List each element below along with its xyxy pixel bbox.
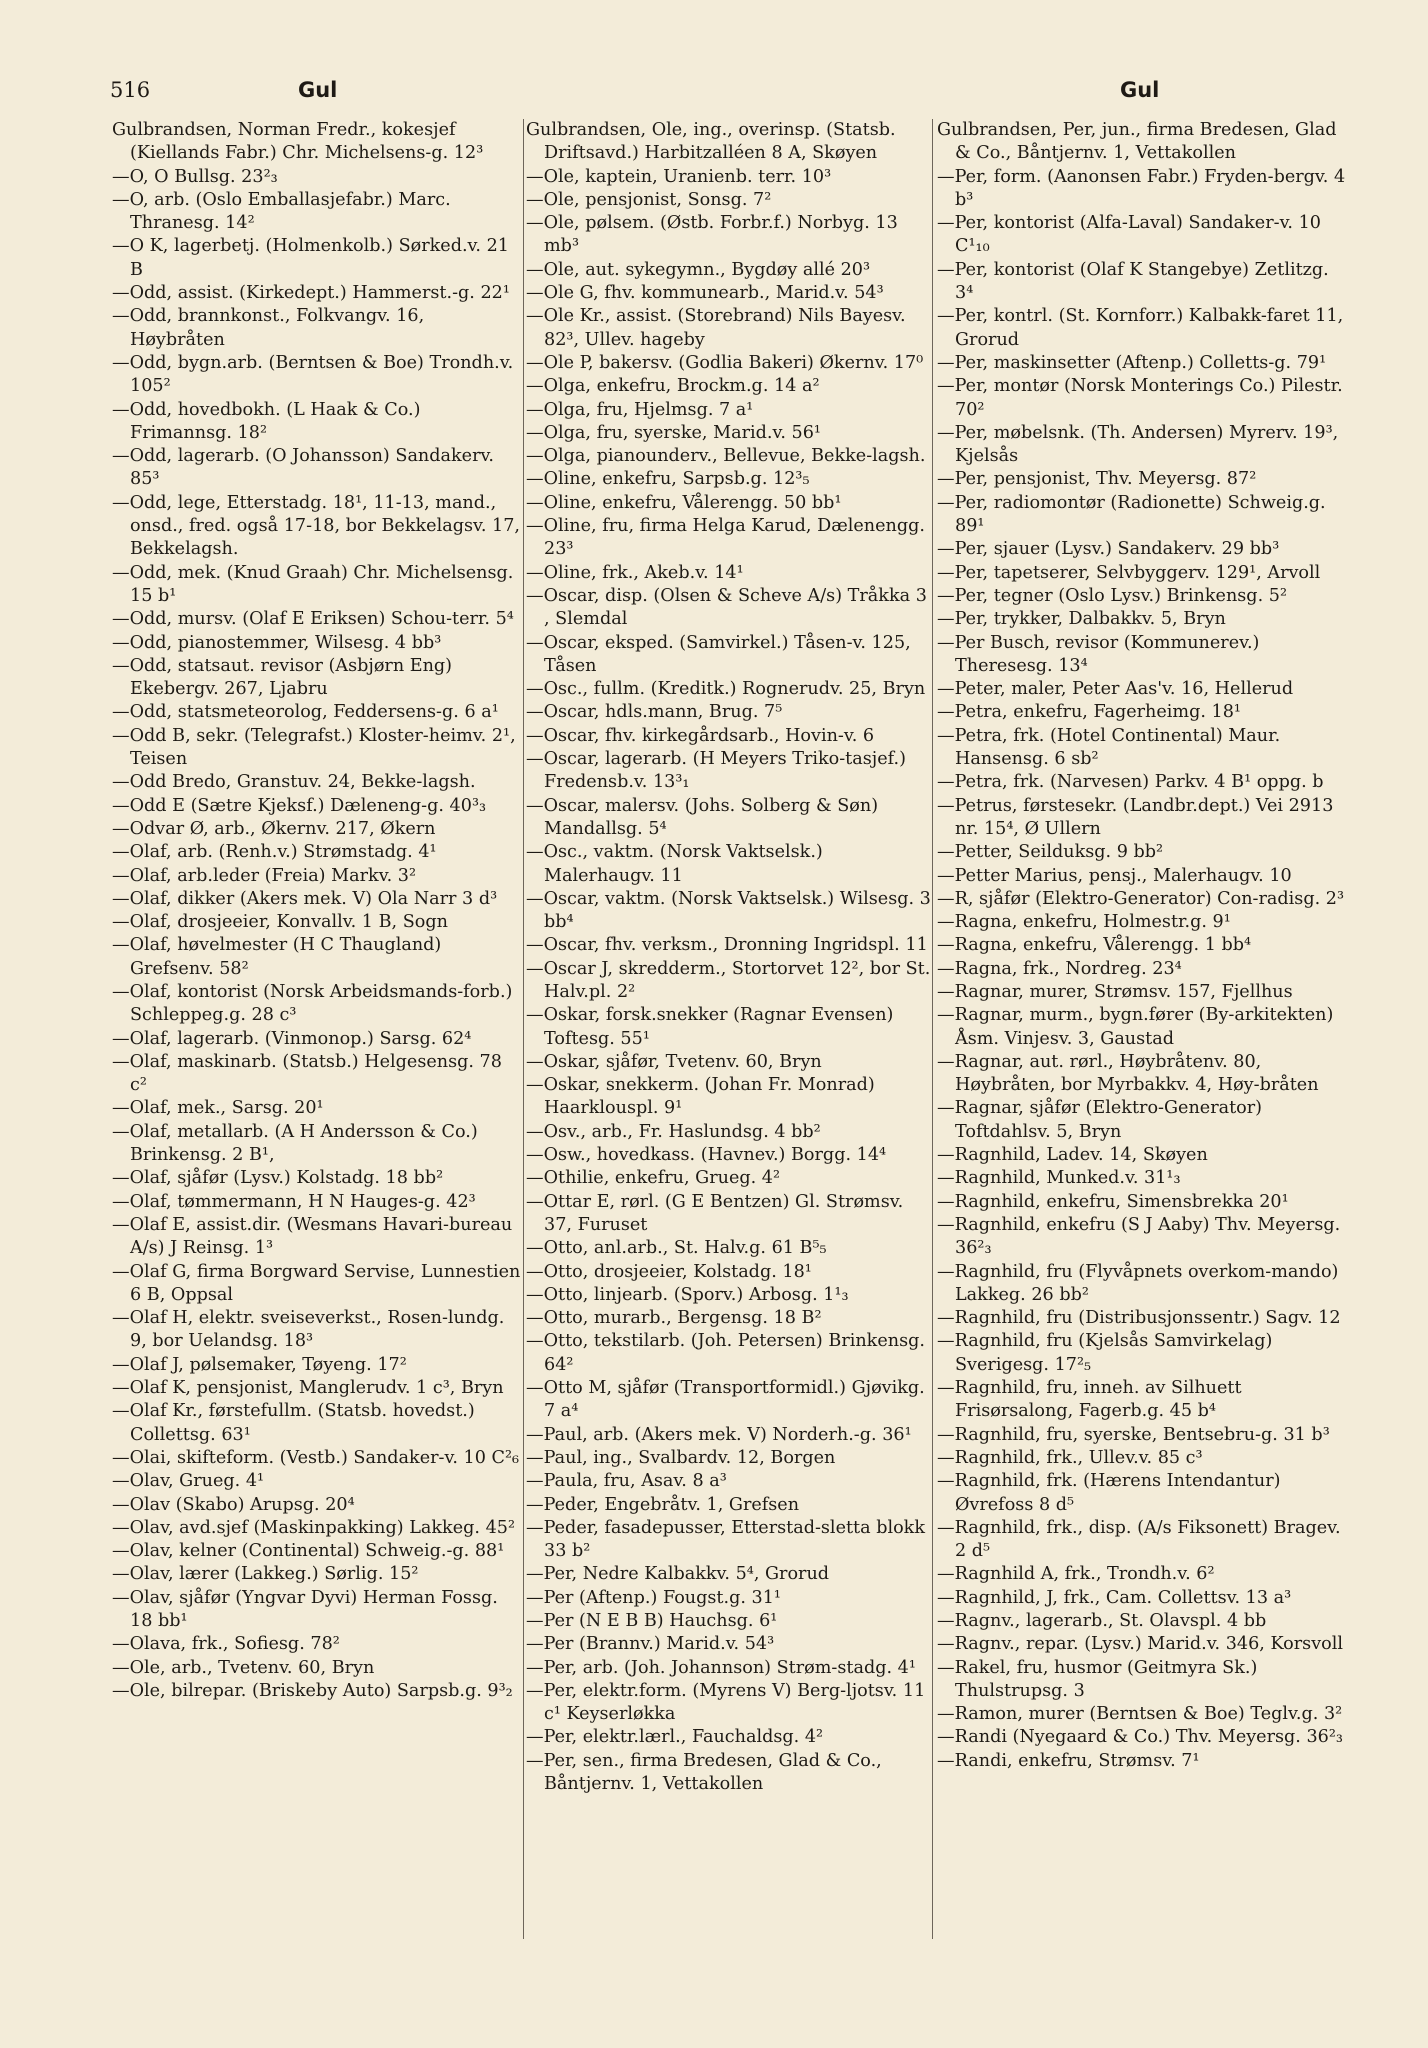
- directory-entry: —Olaf, kontorist (Norsk Arbeidsmands-forb.) Schleppeg.g. 28 c³: [112, 981, 513, 1026]
- directory-entry: —Ragnhild, Ladev. 14, Skøyen: [937, 1145, 1208, 1166]
- directory-entry: —Peder, fasadepusser, Etterstad-sletta blokk 33 b²: [526, 1517, 926, 1562]
- directory-entry: —Ole G, fhv. kommunearb., Marid.v. 54³: [526, 283, 884, 304]
- directory-entry: —Per (N E B B) Hauchsg. 6¹: [526, 1611, 778, 1631]
- directory-entry: —Ole, kaptein, Uranienb. terr. 10³: [526, 166, 832, 187]
- directory-entry: —Ole, bilrepar. (Briskeby Auto) Sarpsb.g. 9³₂: [112, 1680, 513, 1701]
- directory-entry: —Ragna, enkefru, Holmestr.g. 9¹: [937, 912, 1231, 933]
- directory-entry: —Oline, enkefru, Vålerengg. 50 bb¹: [526, 492, 842, 513]
- directory-entry: —Olav (Skabo) Arupsg. 20⁴: [112, 1494, 355, 1515]
- directory-entry: —Olaf G, firma Borgward Servise, Lunnestien 6 B, Oppsal: [112, 1261, 521, 1305]
- directory-column-3: [937, 119, 1347, 1773]
- directory-entry: —Paul, arb. (Akers mek. V) Norderh.-g. 36¹: [526, 1424, 912, 1445]
- directory-entry: —Ragnhild, fru (Kjelsås Samvirkelag) Sverigesg. 17²₅: [937, 1331, 1273, 1375]
- directory-entry: —Ramon, murer (Berntsen & Boe) Teglv.g. 3²: [937, 1704, 1343, 1725]
- directory-entry: —Olaf, sjåfør (Lysv.) Kolstadg. 18 bb²: [112, 1168, 444, 1189]
- directory-entry: —Per, møbelsnk. (Th. Andersen) Myrerv. 19³, Kjelsås: [937, 422, 1339, 467]
- directory-entry: —Oscar J, skredderm., Stortorvet 12², bor St. Halv.pl. 2²: [526, 958, 931, 1002]
- directory-entry: —Oscar, vaktm. (Norsk Vaktselsk.) Wilsesg. 3 bb⁴: [526, 888, 931, 933]
- directory-entry: —Per, tapetserer, Selvbyggerv. 129¹, Arvoll: [937, 562, 1321, 583]
- directory-entry: —Peder, Engebråtv. 1, Grefsen: [526, 1494, 800, 1515]
- directory-entry: —Otto, tekstilarb. (Joh. Petersen) Brinkensg. 64²: [526, 1331, 925, 1375]
- directory-entry: —Per, montør (Norsk Monterings Co.) Pilestr. 70²: [937, 376, 1343, 420]
- directory-entry: —Ragnhild, frk. (Hærens Intendantur) Øvrefoss 8 d⁵: [937, 1471, 1281, 1515]
- directory-entry: —Ottar E, rørl. (G E Bentzen) Gl. Strømsv. 37, Furuset: [526, 1191, 904, 1235]
- directory-entry: —Ragnhild, enkefru (S J Aaby) Thv. Meyersg. 36²₃: [937, 1214, 1341, 1259]
- directory-entry: —Oscar, lagerarb. (H Meyers Triko-tasjef.) Fredensb.v. 13³₁: [526, 749, 906, 793]
- directory-entry: —Olav, avd.sjef (Maskinpakking) Lakkeg. 45²: [112, 1517, 516, 1538]
- directory-entry: —Petra, enkefru, Fagerheimg. 18¹: [937, 702, 1241, 723]
- directory-entry: —Ragnar, sjåfør (Elektro-Generator) Toftdahlsv. 5, Bryn: [937, 1098, 1263, 1142]
- directory-entry: —Per, form. (Aanonsen Fabr.) Fryden-bergv. 4 b³: [937, 166, 1346, 210]
- directory-entry: —Ole, pølsem. (Østb. Forbr.f.) Norbyg. 13 mb³: [526, 213, 898, 257]
- directory-entry: Gulbrandsen, Ole, ing., overinsp. (Statsb. Driftsavd.) Harbitzalléen 8 A, Skøyen: [526, 120, 896, 164]
- directory-entry: —Odd, bygn.arb. (Berntsen & Boe) Trondh.v. 105²: [112, 352, 514, 397]
- directory-entry: —Olaf Kr., førstefullm. (Statsb. hovedst.) Collettsg. 63¹: [112, 1401, 475, 1445]
- directory-entry: —Osv., arb., Fr. Haslundsg. 4 bb²: [526, 1121, 821, 1142]
- directory-entry: —Ragnhild A, frk., Trondh.v. 6²: [937, 1564, 1215, 1585]
- directory-entry: —Oscar, malersv. (Johs. Solberg & Søn) Mandallsg. 5⁴: [526, 795, 879, 839]
- directory-entry: —Olga, fru, Hjelmsg. 7 a¹: [526, 399, 754, 420]
- running-heading-right: Gul: [1120, 78, 1160, 102]
- directory-entry: —Per (Brannv.) Marid.v. 54³: [526, 1634, 775, 1655]
- directory-entry: —Odd, statsaut. revisor (Asbjørn Eng) Ekebergv. 267, Ljabru: [112, 655, 453, 700]
- directory-entry: —Rakel, fru, husmor (Geitmyra Sk.) Thulstrupsg. 3: [937, 1657, 1258, 1701]
- directory-entry: —Per, radiomontør (Radionette) Schweig.g. 89¹: [937, 492, 1326, 537]
- directory-entry: —Olaf, dikker (Akers mek. V) Ola Narr 3 d³: [112, 888, 498, 909]
- directory-entry: —Olga, enkefru, Brockm.g. 14 a²: [526, 376, 820, 397]
- directory-entry: —Odd, assist. (Kirkedept.) Hammerst.-g. 22¹: [112, 283, 510, 304]
- directory-entry: —Oskar, sjåfør, Tvetenv. 60, Bryn: [526, 1051, 822, 1072]
- directory-entry: —Odd B, sekr. (Telegrafst.) Kloster-heimv. 2¹, Teisen: [112, 725, 516, 770]
- directory-entry: —Odd, brannkonst., Folkvangv. 16, Høybråten: [112, 306, 425, 350]
- directory-entry: —Otto M, sjåfør (Transportformidl.) Gjøvikg. 7 a⁴: [526, 1378, 925, 1422]
- directory-entry: —Petrus, førstesekr. (Landbr.dept.) Vei 2913 nr. 15⁴, Ø Ullern: [937, 795, 1334, 839]
- directory-entry: —Per, kontorist (Olaf K Stangebye) Zetlitzg. 3⁴: [937, 259, 1329, 304]
- directory-entry: —Osc., vaktm. (Norsk Vaktselsk.) Malerhaugv. 11: [526, 842, 823, 886]
- directory-entry: —Oscar, disp. (Olsen & Scheve A/s) Tråkka 3 , Slemdal: [526, 585, 927, 630]
- directory-entry: —R, sjåfør (Elektro-Generator) Con-radisg. 2³: [937, 888, 1345, 909]
- directory-entry: —Odd, mek. (Knud Graah) Chr. Michelsensg. 15 b¹: [112, 562, 514, 606]
- directory-entry: —Odd, mursv. (Olaf E Eriksen) Schou-terr. 5⁴: [112, 609, 514, 630]
- directory-entry: —Per, kontorist (Alfa-Laval) Sandaker-v. 10 C¹₁₀: [937, 213, 1321, 257]
- directory-entry: —Olaf, lagerarb. (Vinmonop.) Sarsg. 62⁴: [112, 1028, 472, 1049]
- directory-entry: —Olaf, drosjeeier, Konvallv. 1 B, Sogn: [112, 912, 448, 933]
- directory-entry: —Othilie, enkefru, Grueg. 4²: [526, 1168, 781, 1189]
- directory-entry: —Olaf, arb.leder (Freia) Markv. 3²: [112, 865, 416, 886]
- directory-entry: —Ragnhild, fru (Flyvåpnets overkom-mando) Lakkeg. 26 bb²: [937, 1261, 1339, 1305]
- directory-entry: —Olav, kelner (Continental) Schweig.-g. 88¹: [112, 1541, 505, 1562]
- directory-entry: —Odd, hovedbokh. (L Haak & Co.) Frimannsg. 18²: [112, 399, 421, 443]
- directory-entry: —Ragnhild, frk., disp. (A/s Fiksonett) Bragev. 2 d⁵: [937, 1517, 1341, 1562]
- directory-entry: —Ragnhild, J, frk., Cam. Collettsv. 13 a³: [937, 1587, 1292, 1608]
- directory-entry: —Ole, aut. sykegymn., Bygdøy allé 20³: [526, 259, 871, 280]
- directory-entry: —Otto, linjearb. (Sporv.) Arbosg. 1¹₃: [526, 1284, 849, 1305]
- directory-entry: —Ragnar, murer, Strømsv. 157, Fjellhus: [937, 981, 1293, 1002]
- directory-entry: —Ragnv., lagerarb., St. Olavspl. 4 bb: [937, 1611, 1267, 1631]
- directory-entry: —Ragnhild, enkefru, Simensbrekka 20¹: [937, 1191, 1289, 1212]
- directory-entry: —Otto, anl.arb., St. Halv.g. 61 B⁵₅: [526, 1238, 827, 1259]
- directory-entry: —Ragna, frk., Nordreg. 23⁴: [937, 958, 1182, 979]
- directory-entry: —O, arb. (Oslo Emballasjefabr.) Marc. Thranesg. 14²: [112, 189, 451, 234]
- directory-entry: —Odd, pianostemmer, Wilsesg. 4 bb³: [112, 632, 442, 653]
- directory-entry: —Ragnhild, Munked.v. 31¹₃: [937, 1168, 1181, 1189]
- directory-entry: —Ragnhild, fru, inneh. av Silhuett Frisørsalong, Fagerb.g. 45 b⁴: [937, 1378, 1242, 1422]
- directory-entry: —Otto, drosjeeier, Kolstadg. 18¹: [526, 1261, 812, 1282]
- directory-entry: —Ragnhild, fru (Distribusjonssentr.) Sagv. 12: [937, 1308, 1341, 1329]
- directory-entry: —Ole, arb., Tvetenv. 60, Bryn: [112, 1657, 375, 1678]
- directory-entry: —Ragna, enkefru, Vålerengg. 1 bb⁴: [937, 935, 1252, 956]
- directory-entry: —Oline, fru, firma Helga Karud, Dælenengg. 23³: [526, 516, 925, 560]
- directory-entry: —Olaf J, pølsemaker, Tøyeng. 17²: [112, 1354, 407, 1375]
- page-number: 516: [110, 78, 151, 102]
- directory-entry: —Ole Kr., assist. (Storebrand) Nils Bayesv. 82³, Ullev. hageby: [526, 306, 906, 350]
- directory-entry: —Ragnhild, frk., Ullev.v. 85 c³: [937, 1447, 1203, 1468]
- directory-entry: —Petter Marius, pensj., Malerhaugv. 10: [937, 865, 1292, 886]
- directory-entry: —Olaf K, pensjonist, Manglerudv. 1 c³, Bryn: [112, 1378, 504, 1399]
- directory-entry: —O, O Bullsg. 23²₃: [112, 166, 278, 187]
- directory-entry: —Per, trykker, Dalbakkv. 5, Bryn: [937, 609, 1226, 630]
- directory-entry: —Olava, frk., Sofiesg. 78²: [112, 1634, 340, 1655]
- directory-column-2: [526, 119, 936, 1796]
- directory-entry: —Per, sjauer (Lysv.) Sandakerv. 29 bb³: [937, 539, 1280, 560]
- directory-entry: —Per, tegner (Oslo Lysv.) Brinkensg. 5²: [937, 585, 1288, 606]
- directory-entry: —Olaf, arb. (Renh.v.) Strømstadg. 4¹: [112, 842, 437, 863]
- directory-entry: —Olaf, maskinarb. (Statsb.) Helgesensg. 78 c²: [112, 1051, 502, 1096]
- directory-entry: —Osc., fullm. (Kreditk.) Rognerudv. 25, Bryn: [526, 679, 926, 700]
- directory-entry: —Otto, murarb., Bergensg. 18 B²: [526, 1308, 822, 1329]
- directory-entry: —Oscar, fhv. verksm., Dronning Ingridspl. 11: [526, 935, 928, 956]
- directory-entry: —Per, sen., firma Bredesen, Glad & Co., Båntjernv. 1, Vettakollen: [526, 1750, 882, 1795]
- directory-entry: Gulbrandsen, Norman Fredr., kokesjef (Kiellands Fabr.) Chr. Michelsens-g. 12³: [112, 120, 484, 164]
- directory-entry: —Paul, ing., Svalbardv. 12, Borgen: [526, 1447, 836, 1468]
- page-header: [0, 78, 1428, 108]
- directory-entry: —Ole, pensjonist, Sonsg. 7²: [526, 189, 772, 210]
- directory-entry: —Olaf, metallarb. (A H Andersson & Co.) Brinkensg. 2 B¹,: [112, 1121, 478, 1166]
- directory-entry: —Per, arb. (Joh. Johannson) Strøm-stadg. 4¹: [526, 1657, 916, 1678]
- directory-entry: —Olga, fru, syerske, Marid.v. 56¹: [526, 422, 821, 443]
- directory-entry: —Odd, lagerarb. (O Johansson) Sandakerv. 85³: [112, 446, 494, 490]
- directory-entry: —Randi (Nyegaard & Co.) Thv. Meyersg. 36²₃: [937, 1727, 1343, 1748]
- directory-entry: —Odd E (Sætre Kjeksf.) Dæleneng-g. 40³₃: [112, 795, 487, 816]
- directory-entry: —Odd, statsmeteorolog, Feddersens-g. 6 a¹: [112, 702, 499, 723]
- directory-entry: —Olav, lærer (Lakkeg.) Sørlig. 15²: [112, 1564, 419, 1585]
- directory-entry: —Ole P, bakersv. (Godlia Bakeri) Økernv. 17⁰: [526, 352, 924, 373]
- directory-entry: —Odd, lege, Etterstadg. 18¹, 11-13, mand., onsd., fred. også 17-18, bor Bekkelagsv. 17, Bekkelagsh.: [112, 492, 520, 560]
- directory-entry: —Per, elektr.form. (Myrens V) Berg-ljotsv. 11 c¹ Keyserløkka: [526, 1680, 926, 1725]
- directory-entry: —Olav, Grueg. 4¹: [112, 1471, 265, 1492]
- directory-entry: —Per, pensjonist, Thv. Meyersg. 87²: [937, 469, 1257, 490]
- directory-entry: —Osw., hovedkass. (Havnev.) Borgg. 14⁴: [526, 1145, 887, 1166]
- directory-entry: —Per (Aftenp.) Fougst.g. 31¹: [526, 1587, 781, 1608]
- directory-entry: —Paula, fru, Asav. 8 a³: [526, 1471, 727, 1492]
- directory-entry: —Olaf H, elektr. sveiseverkst., Rosen-lundg. 9, bor Uelandsg. 18³: [112, 1308, 505, 1352]
- directory-entry: —Olav, sjåfør (Yngvar Dyvi) Herman Fossg. 18 bb¹: [112, 1587, 498, 1631]
- directory-entry: —Odvar Ø, arb., Økernv. 217, Økern: [112, 818, 436, 839]
- directory-entry: —Oline, enkefru, Sarpsb.g. 12³₅: [526, 469, 810, 490]
- directory-column-1: [112, 119, 522, 1703]
- directory-entry: —Per Busch, revisor (Kommunerev.) Theresesg. 13⁴: [937, 632, 1260, 676]
- directory-entry: —Olga, pianounderv., Bellevue, Bekke-lagsh.: [526, 446, 926, 467]
- directory-entry: —Petra, frk. (Narvesen) Parkv. 4 B¹ oppg. b: [937, 772, 1324, 793]
- directory-entry: —Oskar, forsk.snekker (Ragnar Evensen) Toftesg. 55¹: [526, 1005, 894, 1049]
- directory-entry: —Olaf E, assist.dir. (Wesmans Havari-bureau A/s) J Reinsg. 1³: [112, 1214, 513, 1259]
- directory-entry: —Oline, frk., Akeb.v. 14¹: [526, 562, 744, 583]
- directory-entry: Gulbrandsen, Per, jun., firma Bredesen, Glad & Co., Båntjernv. 1, Vettakollen: [937, 120, 1337, 164]
- directory-entry: —Ragnv., repar. (Lysv.) Marid.v. 346, Korsvoll: [937, 1634, 1343, 1655]
- directory-entry: —Olaf, tømmermann, H N Hauges-g. 42³: [112, 1191, 476, 1212]
- directory-entry: —Oscar, hdls.mann, Brug. 7⁵: [526, 702, 783, 723]
- directory-entry: —Odd Bredo, Granstuv. 24, Bekke-lagsh.: [112, 772, 476, 793]
- directory-entry: —Oscar, eksped. (Samvirkel.) Tåsen-v. 125, Tåsen: [526, 632, 911, 676]
- directory-entry: —Olaf, høvelmester (H C Thaugland) Grefsenv. 58²: [112, 935, 442, 979]
- directory-entry: —Petra, frk. (Hotel Continental) Maur. Hansensg. 6 sb²: [937, 725, 1281, 770]
- directory-entry: —Peter, maler, Peter Aas'v. 16, Hellerud: [937, 679, 1294, 700]
- directory-entry: —Ragnar, aut. rørl., Høybråtenv. 80, Høybråten, bor Myrbakkv. 4, Høy-bråten: [937, 1051, 1319, 1096]
- directory-entry: —Olaf, mek., Sarsg. 20¹: [112, 1098, 324, 1119]
- directory-entry: —Per, Nedre Kalbakkv. 5⁴, Grorud: [526, 1564, 830, 1585]
- column-divider: [523, 119, 524, 1939]
- running-heading-left: Gul: [298, 78, 338, 102]
- directory-entry: —Per, kontrl. (St. Kornforr.) Kalbakk-faret 11, Grorud: [937, 306, 1344, 350]
- directory-entry: —Ragnar, murm., bygn.fører (By-arkitekten) Åsm. Vinjesv. 3, Gaustad: [937, 1005, 1334, 1049]
- directory-entry: —Oscar, fhv. kirkegårdsarb., Hovin-v. 6: [526, 725, 875, 746]
- directory-entry: —Oskar, snekkerm. (Johan Fr. Monrad) Haarklouspl. 9¹: [526, 1075, 875, 1119]
- directory-entry: —Per, maskinsetter (Aftenp.) Colletts-g. 79¹: [937, 352, 1327, 373]
- directory-entry: —Per, elektr.lærl., Fauchaldsg. 4²: [526, 1727, 824, 1748]
- directory-entry: —Olai, skifteform. (Vestb.) Sandaker-v. 10 C²₆: [112, 1447, 520, 1468]
- directory-entry: —Randi, enkefru, Strømsv. 7¹: [937, 1750, 1200, 1771]
- directory-entry: —O K, lagerbetj. (Holmenkolb.) Sørked.v. 21 B: [112, 236, 509, 280]
- directory-entry: —Petter, Seilduksg. 9 bb²: [937, 842, 1164, 863]
- directory-entry: —Ragnhild, fru, syerske, Bentsebru-g. 31 b³: [937, 1424, 1330, 1445]
